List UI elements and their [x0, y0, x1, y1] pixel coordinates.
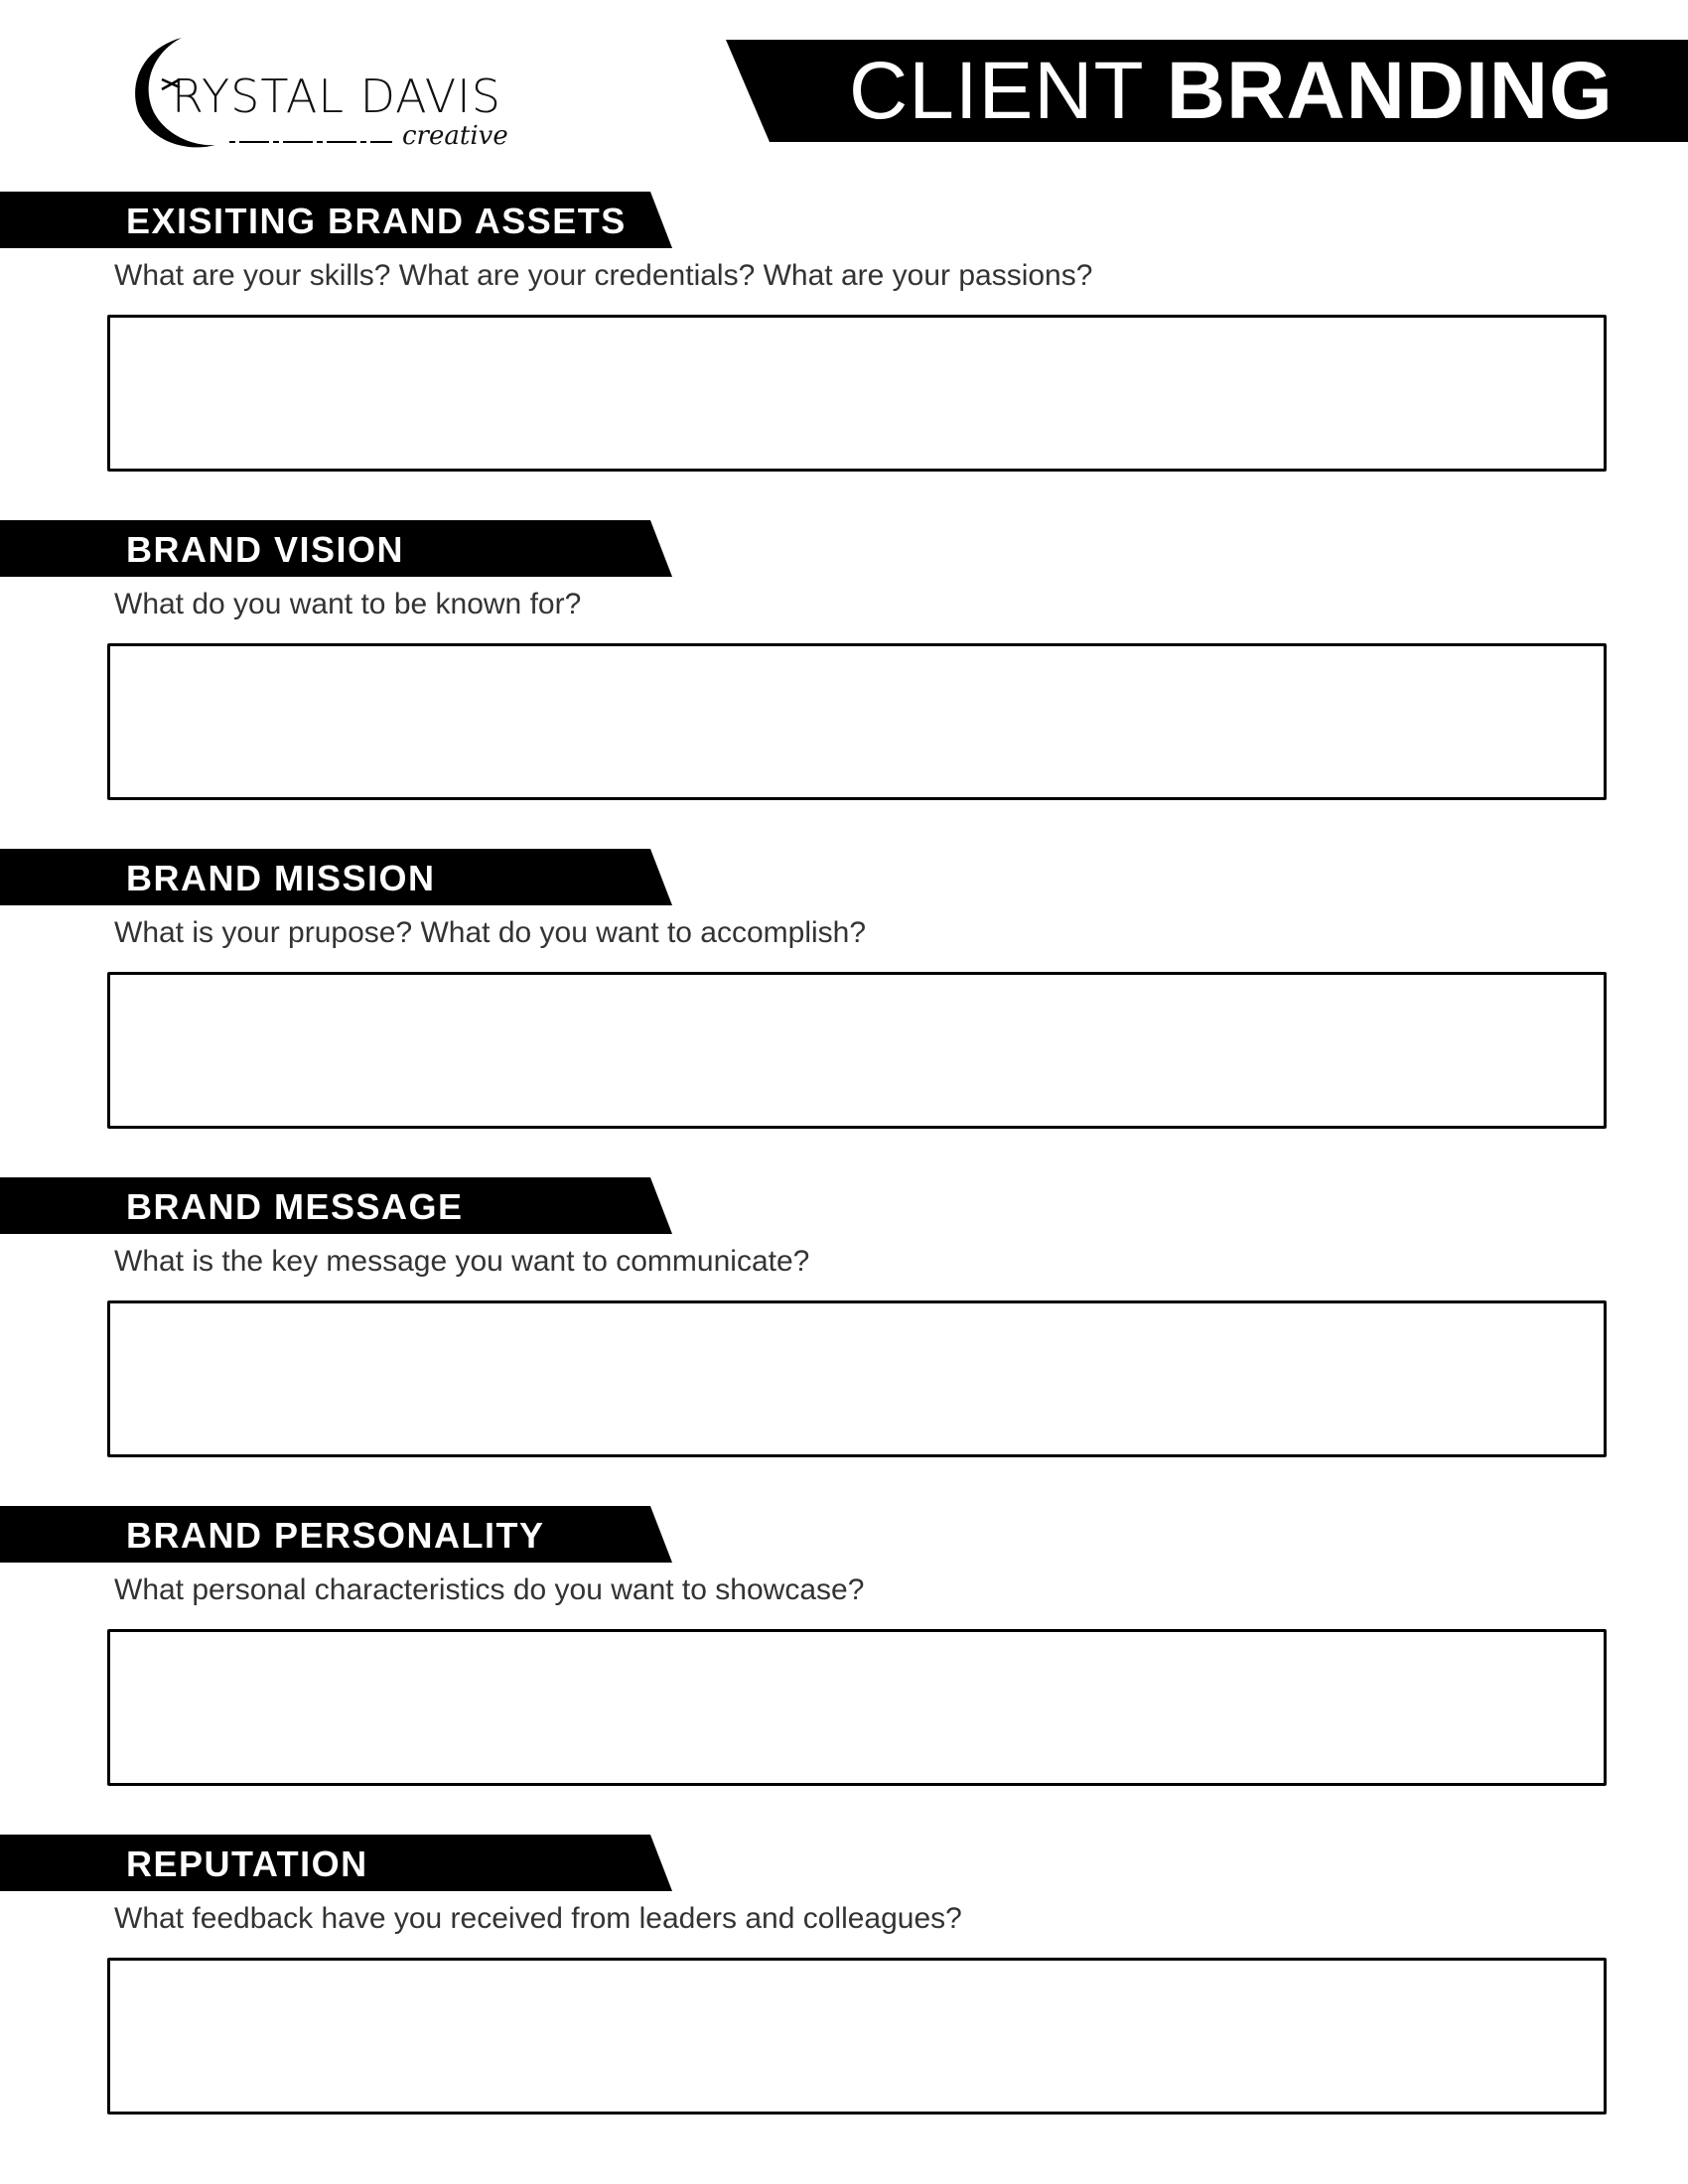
section-brand-message: [0, 1177, 1688, 1465]
answer-box[interactable]: [107, 643, 1607, 800]
section-reputation: [0, 1835, 1688, 2122]
section-existing-brand-assets: [0, 192, 1688, 479]
section-brand-vision: [0, 520, 1688, 808]
section-question: What feedback have you received from leaders and colleagues?: [114, 1902, 962, 1935]
section-question: What is your prupose? What do you want to accomplish?: [114, 916, 867, 949]
section-title: BRAND MESSAGE: [126, 1186, 464, 1227]
section-title: EXISITING BRAND ASSETS: [126, 201, 627, 241]
section-title: BRAND PERSONALITY: [126, 1515, 545, 1556]
logo-subtitle: creative: [402, 121, 508, 151]
section-brand-mission: [0, 849, 1688, 1137]
page-title-light: CLIENT: [849, 46, 1144, 136]
section-title: BRAND MISSION: [126, 858, 436, 898]
answer-box[interactable]: [107, 1300, 1607, 1457]
answer-box[interactable]: [107, 315, 1607, 472]
page-title-bold: BRANDING: [1166, 46, 1614, 136]
section-question: What is the key message you want to communicate?: [114, 1245, 810, 1278]
section-question: What do you want to be known for?: [114, 588, 582, 620]
brand-logo: [124, 30, 521, 159]
section-question: What are your skills? What are your credentials? What are your passions?: [114, 259, 1093, 292]
answer-box[interactable]: [107, 1629, 1607, 1786]
section-title: REPUTATION: [126, 1843, 368, 1884]
section-brand-personality: [0, 1506, 1688, 1794]
section-question: What personal characteristics do you want to showcase?: [114, 1573, 865, 1606]
section-title: BRAND VISION: [126, 529, 405, 570]
page-title: [849, 40, 1614, 142]
answer-box[interactable]: [107, 1958, 1607, 2115]
logo-name: RYSTAL DAVIS: [172, 69, 501, 123]
answer-box[interactable]: [107, 972, 1607, 1129]
